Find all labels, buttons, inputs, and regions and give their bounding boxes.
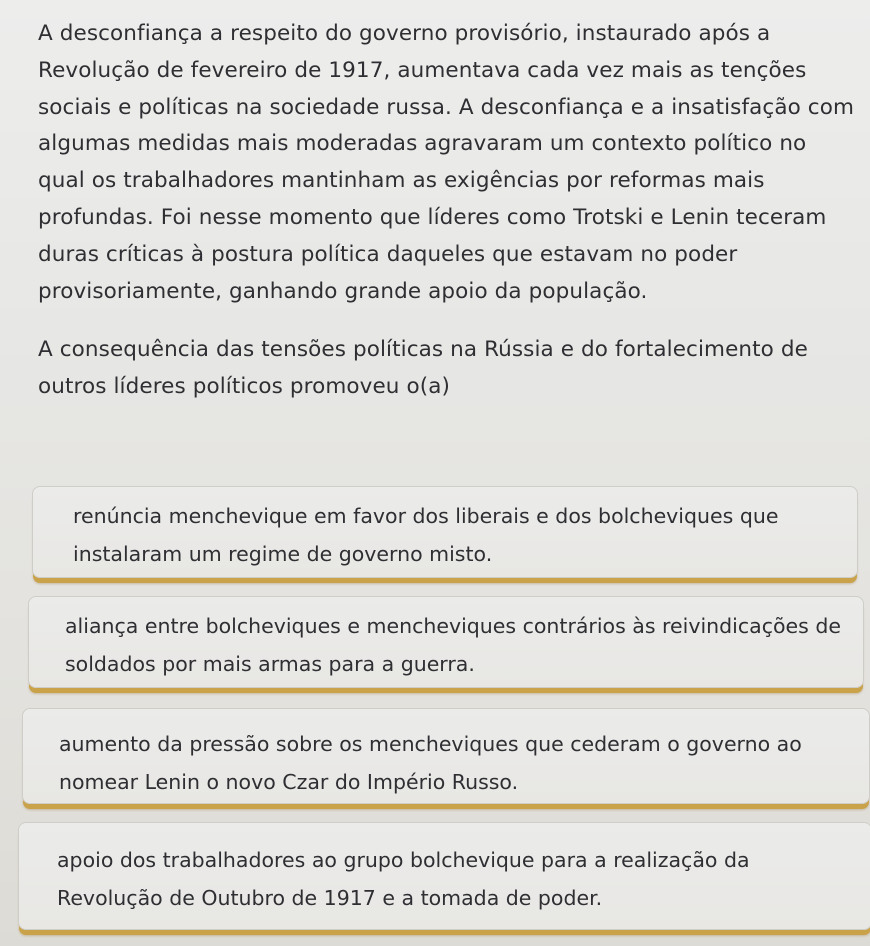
answer-option-3[interactable]	[22, 708, 870, 804]
answer-option-text: renúncia menchevique em favor dos liberais e dos bolcheviques que instalaram um regime de governo misto.	[73, 504, 779, 566]
answer-option-4[interactable]	[18, 822, 870, 930]
answer-option-text: apoio dos trabalhadores ao grupo bolchevique para a realização da Revolução de Outubro de 1917 e a tomada de poder.	[57, 848, 750, 910]
question-passage	[38, 16, 860, 406]
answer-option-text: aliança entre bolcheviques e mencheviques contrários às reivindicações de soldados por mais armas para a guerra.	[65, 614, 841, 676]
question-prompt: A consequência das tensões políticas na Rússia e do fortalecimento de outros líderes políticos promoveu o(a)	[38, 337, 808, 400]
passage-paragraph: A desconfiança a respeito do governo provisório, instaurado após a Revolução de fevereiro de 1917, aumentava cada vez mais as tenções sociais e políticas na sociedade russa. A desconfiança e a insatisfação com algumas medidas mais moderadas agravaram um contexto político no qual os trabalhadores mantinham as exigências por reformas mais profundas. Foi nesse momento que líderes como Trotski e Lenin teceram duras críticas à postura política daqueles que estavam no poder provisoriamente, ganhando grande apoio da população.	[38, 21, 855, 304]
answer-option-1[interactable]	[32, 486, 858, 578]
answer-option-text: aumento da pressão sobre os mencheviques que cederam o governo ao nomear Lenin o novo Czar do Império Russo.	[59, 732, 802, 794]
answer-option-2[interactable]	[28, 596, 864, 688]
